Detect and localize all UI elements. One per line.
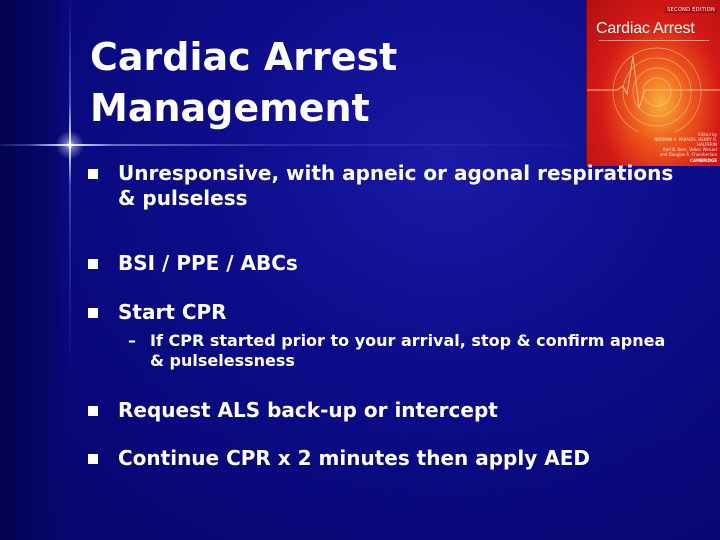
bullet-text: Request ALS back-up or intercept [118,398,498,422]
bullet-text: Unresponsive, with apneic or agonal respirations & pulseless [118,161,674,210]
bullet-square-icon [88,259,98,269]
book-cover-image [586,0,720,166]
lens-flare-horizontal [30,144,112,146]
slide-title: Cardiac Arrest Management [90,35,398,130]
bullet-text: Continue CPR x 2 minutes then apply AED [118,446,590,470]
bullet-square-icon [88,454,98,464]
bullet-text: BSI / PPE / ABCs [118,251,298,275]
decorative-vertical-line [69,0,71,540]
bullet-text: Start CPR [118,300,227,324]
book-cover-publisher: CAMBRIDGE [690,158,717,163]
book-cover-credits: Edited by NORMAN A. PARADIS, HENRY R. HALPERIN Karl B. Kern, Volker Wenzel and Douglas A. Chamberlain [654,132,717,157]
book-edition-badge: SECOND EDITION [667,7,715,13]
bullet-square-icon [88,308,98,318]
ecg-waveform-icon [587,42,720,132]
book-cover-title: Cardiac Arrest [596,20,695,37]
bullet-square-icon [88,169,98,179]
bullet-square-icon [88,406,98,416]
book-cover-rule [599,40,709,41]
slide-left-band [0,0,68,540]
sub-bullet-text: If CPR started prior to your arrival, stop & confirm apnea & pulselessness [150,331,666,370]
sub-bullet-dash: – [128,331,136,350]
